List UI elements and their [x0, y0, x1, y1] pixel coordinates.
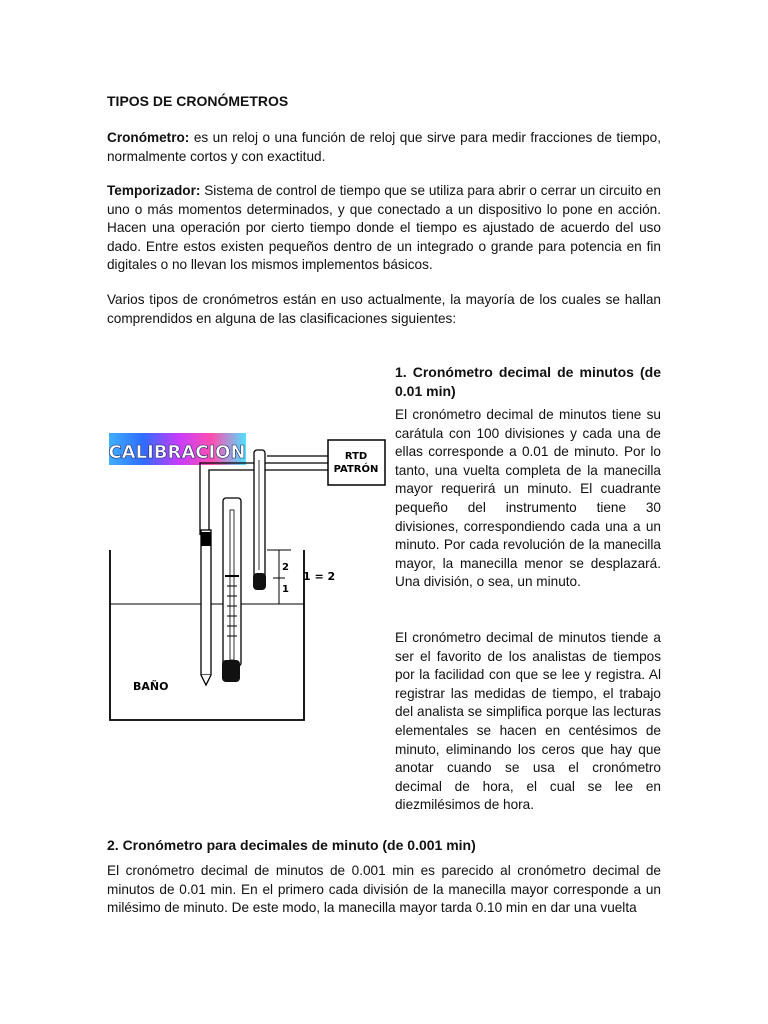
section1-heading: 1. Cronómetro decimal de minutos (de 0.01 min) [395, 364, 661, 399]
upper-thermometer-bulb [253, 573, 266, 590]
patron-label: PATRÓN [333, 464, 379, 475]
rtd-patron-box [328, 440, 385, 485]
definition-temporizador [107, 182, 661, 275]
bath-label: BAÑO [133, 680, 169, 693]
rtd-probe [201, 530, 211, 675]
section2-paragraph-1: El cronómetro decimal de minutos de 0.001 min es parecido al cronómetro decimal de minutos de 0.01 min. En el primero cada división de la manecilla mayor corresponde a un milésimo de minuto. De este modo, la manecilla mayor tarda 0.10 min en dar una vuelta [107, 863, 661, 916]
section1-paragraph-1: El cronómetro decimal de minutos tiene su carátula con 100 divisiones y cada una de ellas corresponde a 0.01 de minuto. Por lo tanto, una vuelta completa de la manecilla mayor requerirá un minuto. El cuadrante pequeño del instrumento tiene 30 divisiones, correspondiendo cada una a un minuto. Por cada revolución de la manecilla mayor, la manecilla menor se desplazará. Una división, o sea, un minuto. [395, 407, 661, 590]
dimension-label-1: 1 [282, 584, 289, 595]
rtd-label: RTD [344, 451, 368, 462]
upper-thermometer [254, 450, 265, 580]
dimension-label-2: 2 [282, 562, 289, 573]
term-cronometro: Cronómetro: [107, 130, 190, 145]
section2-heading: 2. Cronómetro para decimales de minuto (de 0.001 min) [107, 837, 476, 853]
bath-thermometer-stem [230, 510, 234, 660]
rtd-probe-tip [201, 675, 211, 685]
document-title: TIPOS DE CRONÓMETROS [107, 93, 289, 109]
definition-cronometro-text: es un reloj o una función de reloj que sirve para medir fracciones de tiempo, normalmente cortos y con exactitud. [107, 130, 661, 164]
ratio-label: 1 = 2 [303, 570, 336, 583]
definition-temporizador-text: Sistema de control de tiempo que se utiliza para abrir o cerrar un circuito en uno o más momentos determinados, y que conectado a un dispositivo lo pone en acción. Hacen una operación por cierto tiempo donde el tiempo es ajustado de acuerdo del uso dado. Entre estos existen pequeños dentro de un integrado o grande para potencia en fin digitales o no llevan los mismos implementos básicos. [107, 183, 661, 273]
calibration-diagram [107, 430, 397, 730]
bath-thermometer-bulb [222, 660, 240, 682]
definition-cronometro [107, 129, 661, 166]
calibration-banner-label: CALIBRACION [108, 442, 246, 463]
rtd-probe-band [201, 532, 211, 546]
section1-paragraph-2: El cronómetro decimal de minutos tiende a ser el favorito de los analistas de tiempos por la facilidad con que se lee y registra. Al registrar las medidas de tiempo, el trabajo del analista se simplifica porque las lecturas elementales se hacen en centésimos de minuto, eliminando los ceros que hay que anotar cuando se usa el cronómetro decimal de hora, el cual se lee en diezmilésimos de hora. [395, 630, 661, 813]
term-temporizador: Temporizador: [107, 183, 201, 198]
intro-paragraph: Varios tipos de cronómetros están en uso actualmente, la mayoría de los cuales se hallan comprendidos en alguna de las clasificaciones siguientes: [107, 292, 661, 326]
